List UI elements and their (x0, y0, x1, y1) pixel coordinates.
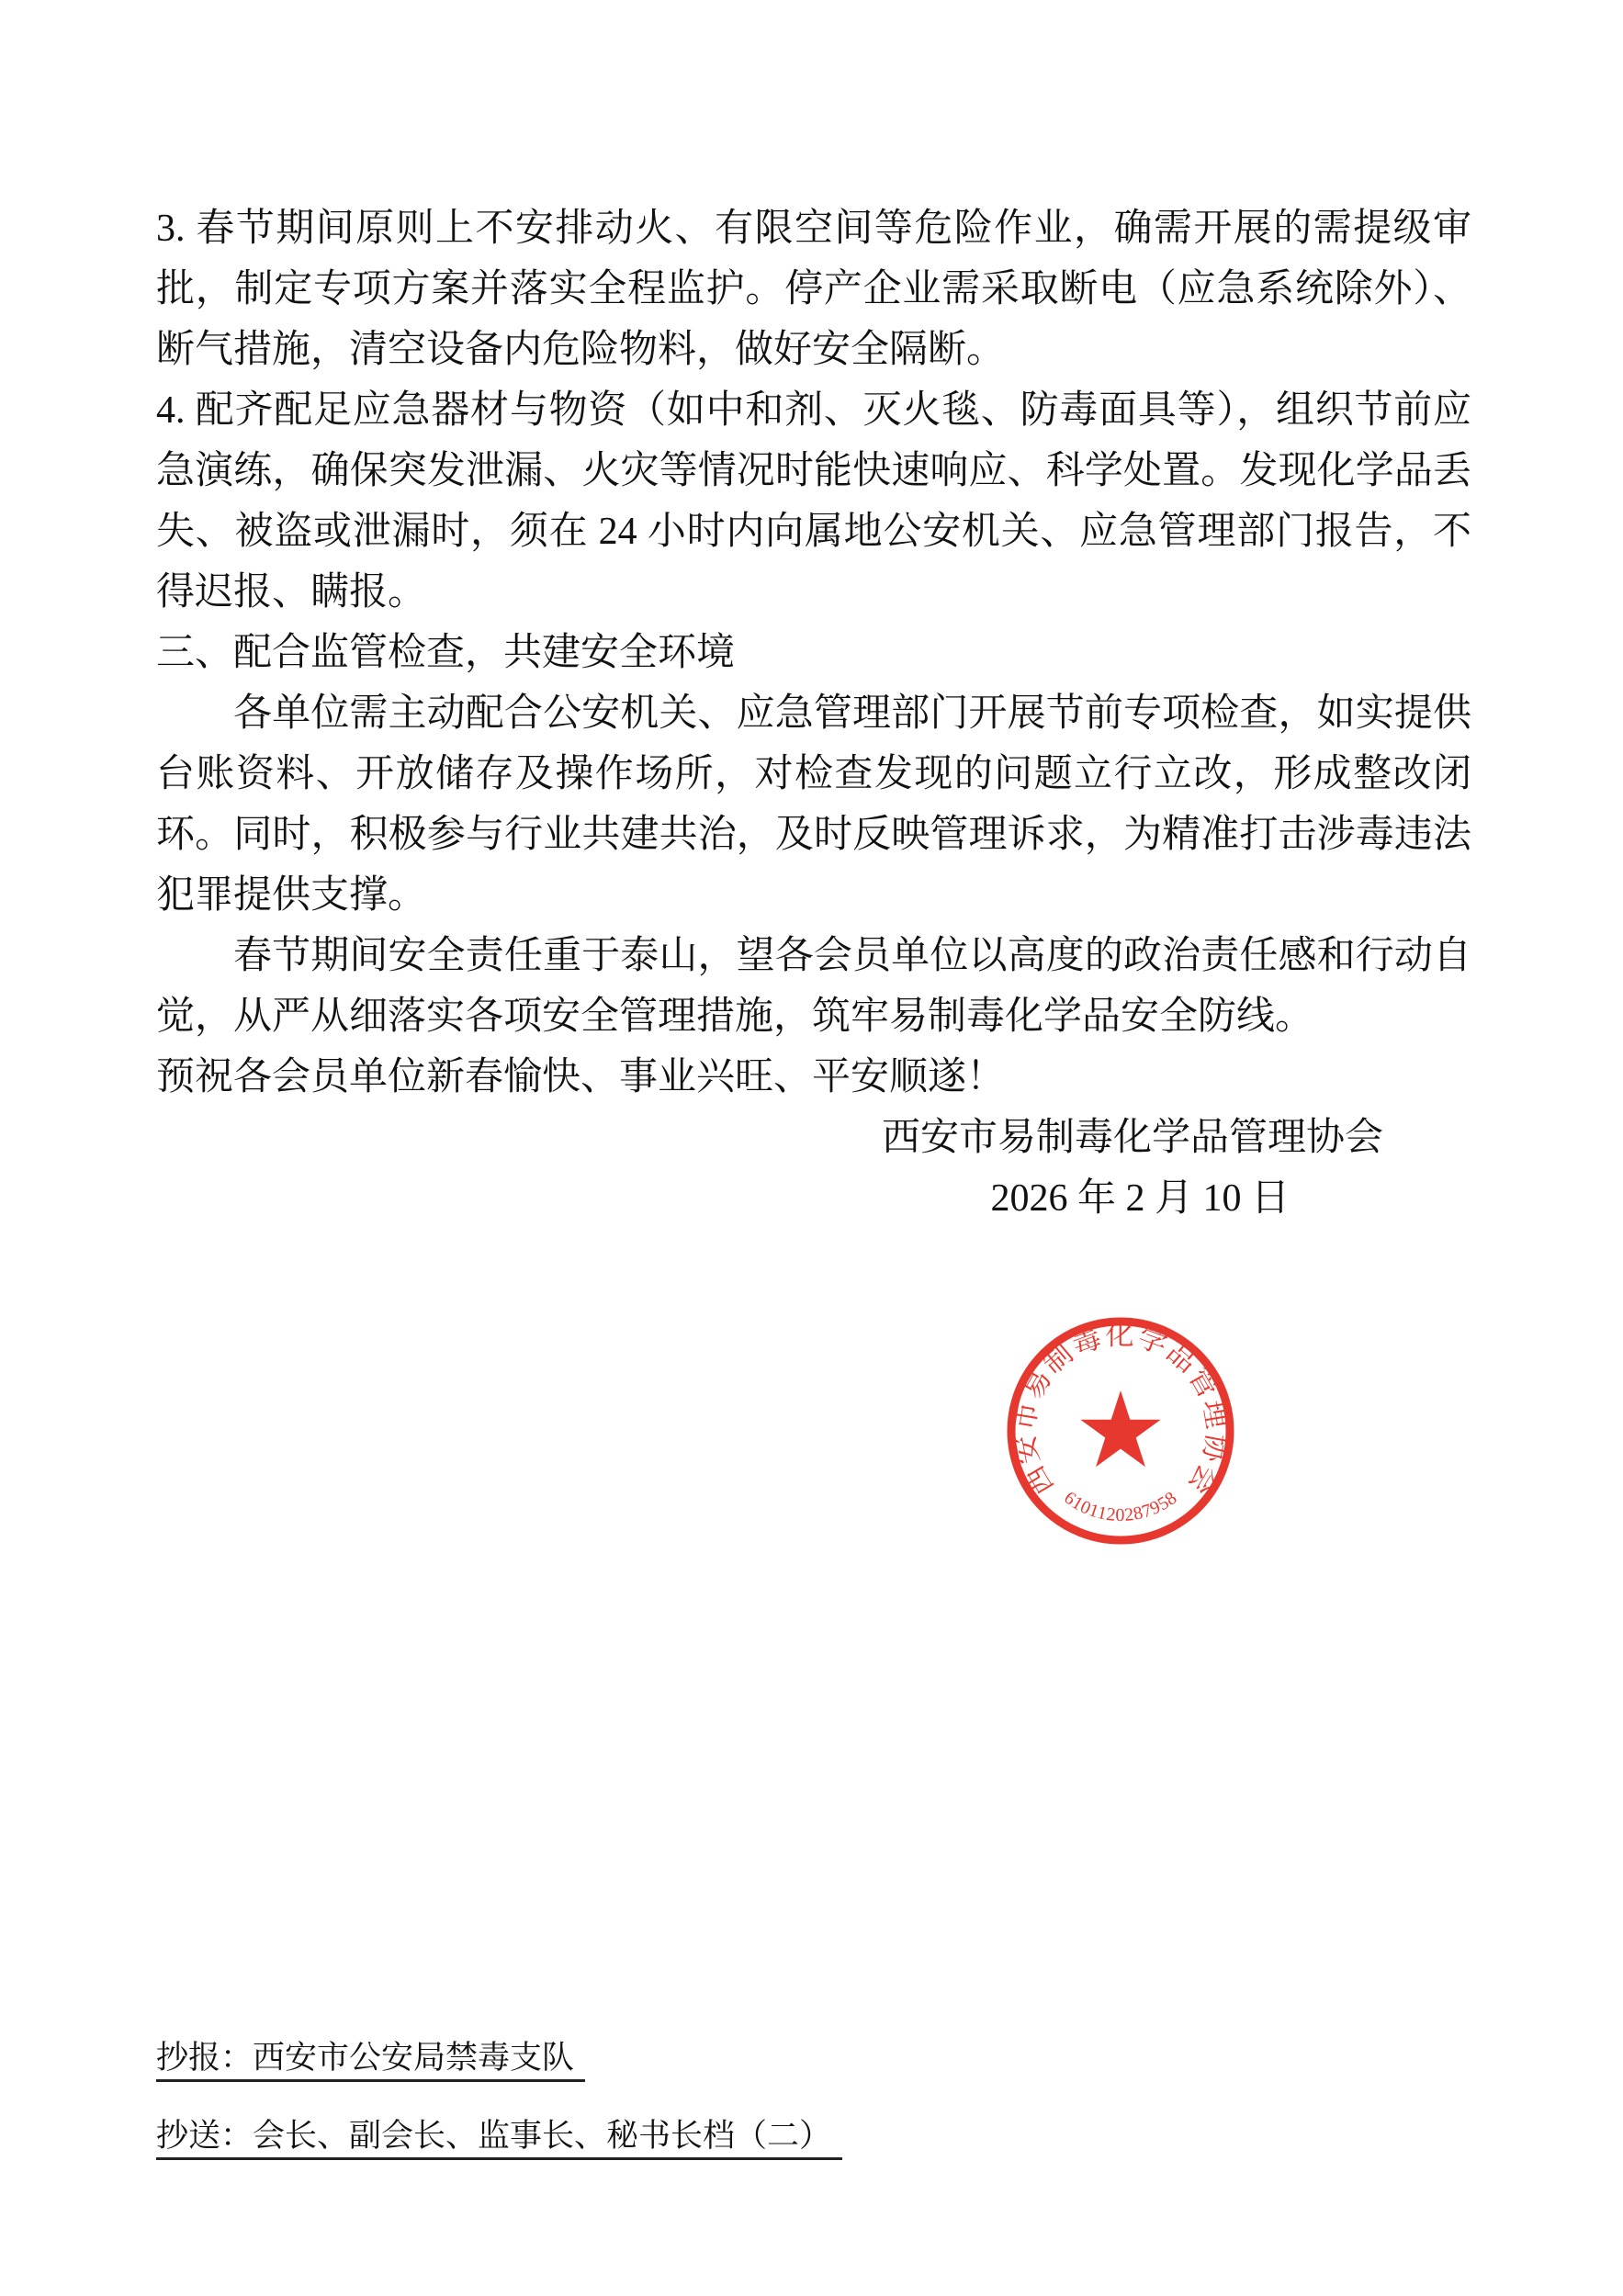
svg-text:6101120287958 (1060, 1488, 1181, 1525)
closing-paragraph: 春节期间安全责任重于泰山，望各会员单位以高度的政治责任感和行动自觉，从严从细落实各项安全管理措施，筑牢易制毒化学品安全防线。 (156, 935, 1471, 1038)
wish-paragraph: 预祝各会员单位新春愉快、事业兴旺、平安顺遂！ (156, 1056, 1006, 1098)
paragraph-item-3: 3. 春节期间原则上不安排动火、有限空间等危险作业，确需开展的需提级审批，制定专项方案并落实全程监护。停产企业需采取断电（应急系统除外）、断气措施，清空设备内危险物料，做好安全隔断。 (156, 208, 1471, 371)
footer-copy-send-text: 抄送：会长、副会长、监事长、秘书长档（二） (156, 2118, 842, 2160)
footer-copy-report (156, 2037, 585, 2079)
seal-serial-number: 6101120287958 (1060, 1487, 1181, 1526)
section-3-body: 各单位需主动配合公安机关、应急管理部门开展节前专项检查，如实提供台账资料、开放储存及操作场所，对检查发现的问题立行立改，形成整改闭环。同时，积极参与行业共建共治，及时反映管理诉求，为精准打击涉毒违法犯罪提供支撑。 (156, 692, 1471, 917)
footer-copy-report-text: 抄报：西安市公安局禁毒支队 (156, 2040, 585, 2082)
paragraph-item-4: 4. 配齐配足应急器材与物资（如中和剂、灭火毯、防毒面具等），组织节前应急演练，确保突发泄漏、火灾等情况时能快速响应、科学处置。发现化学品丢失、被盗或泄漏时，须在 24 小时内向属地公安机关、应急管理部门报告，不得迟报、瞒报。 (156, 389, 1471, 613)
seal-ring-text: 西安市易制毒化学品管理协会 (1007, 1318, 1234, 1502)
footer-copy-send (156, 2115, 842, 2157)
signature-organization: 西安市易制毒化学品管理协会 (881, 1117, 1383, 1159)
official-seal (1001, 1311, 1240, 1550)
document-body (156, 198, 1471, 1229)
signature-date: 2026 年 2 月 10 日 (990, 1177, 1290, 1220)
section-3-heading: 三、配合监管检查，共建安全环境 (156, 632, 736, 674)
seal-star-icon (1080, 1390, 1160, 1467)
